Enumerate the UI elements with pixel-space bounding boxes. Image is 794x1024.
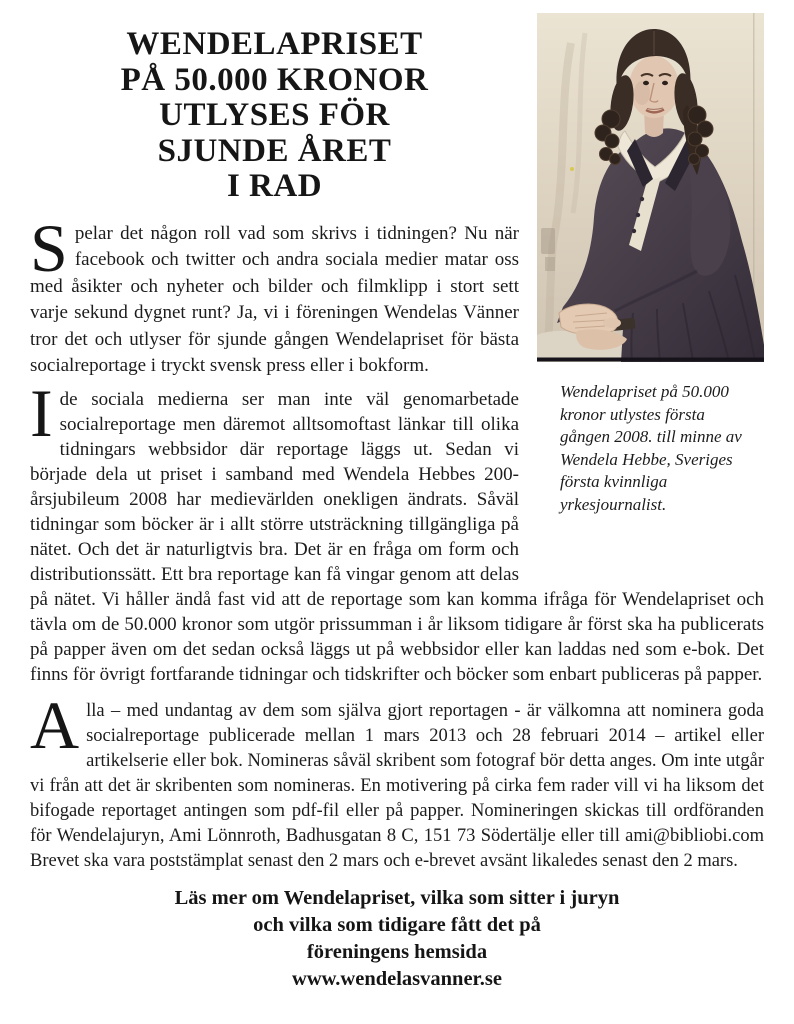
footer-line: och vilka som tidigare fått det på [253, 913, 541, 936]
headline-line: UTLYSES FÖR [159, 97, 390, 133]
footer-line: Läs mer om Wendelapriset, vilka som sitter i juryn [174, 886, 620, 909]
paragraph-intro-text: pelar det någon roll vad som skrivs i tidningen? Nu när facebook och twitter och andra sociala medier matar oss med åsikter och nyheter och bilder och filmklipp i stort sett varje sekund dygnet runt? Ja, vi i föreningen Wendelas Vänner tror det och utlyser för sjunde gången Wendelapriset för bästa socialreportage i tryckt svensk press eller i bokform. [30, 222, 519, 376]
website-url: www.wendelasvanner.se [292, 967, 502, 990]
headline-line: SJUNDE ÅRET [157, 132, 392, 169]
headline-line: I RAD [226, 168, 323, 204]
paragraph-nomination-text: lla – med undantag av dem som själva gjort reportagen - är välkomna att nominera goda socialreportage publicerade mellan 1 mars 2013 och 28 februari 2014 – artikel eller artikelserie eller bok. Nomineras såväl skribent som fotograf bör detta anges. Om inte utgår vi från att det är skribenten som nomineras. En motivering på cirka fem rader vill vi ha liksom det bifogade reportaget antingen som pdf-fil eller på papper. Nomineringen skickas till ordföranden för Wendelajuryn, Ami Lönnroth, Badhusgatan 8 C, 151 73 Södertälje eller till ami@bibliobi.com Brevet ska vara poststämplat senast den 2 mars och e-brevet avsänt likaledes senast den 2 mars. [30, 700, 764, 871]
paragraph-nomination [30, 686, 764, 874]
headline-line: WENDELAPRISET [126, 26, 423, 62]
portrait-bottom-rule [537, 358, 764, 362]
paragraph-social-media-text: de sociala medierna ser man inte väl genomarbetade socialreportage men däremot alltsomoftast länkar till olika tidningars webbsidor där reportage läggs ut. Sedan vi började dela ut priset i samband med Wendela Hebbes 200-årsjubileum 2008 har medievärlden onekligen ändrats. Såväl tidningar som böcker är i allt större utsträckning tillgängliga på nätet. Och det är naturligtvis bra. Det är en fråga om form och distributionssätt. Ett bra reportage kan få vingar genom att delas på nätet. Vi håller ändå fast vid att de reportage som kan komma ifråga för Wendelapriset och tävla om de 50.000 kronor som utgör prissumman i år liksom tidigare år först ska ha publicerats på papper även om det sedan också läggs ut på webbsidor eller kan laddas ned som e-bok. Det finns för övrigt fortfarande tidningar och tidskrifter och böcker som enbart publiceras på papper. [30, 388, 764, 685]
footer-note [30, 885, 764, 993]
dropcap-s: S [30, 209, 68, 286]
wendela-hebbe-portrait [537, 13, 764, 362]
footer-line: föreningens hemsida [306, 940, 488, 963]
headline-line: PÅ 50.000 KRONOR [120, 61, 429, 98]
dropcap-a: A [30, 686, 80, 763]
portrait-figure [529, 13, 764, 583]
portrait-caption: Wendelapriset på 50.000 kronor utlystes första gången 2008. till minne av Wendela Hebbe, Sveriges första kvinnliga yrkesjournalist. [560, 382, 742, 514]
dropcap-i: I [30, 374, 53, 451]
